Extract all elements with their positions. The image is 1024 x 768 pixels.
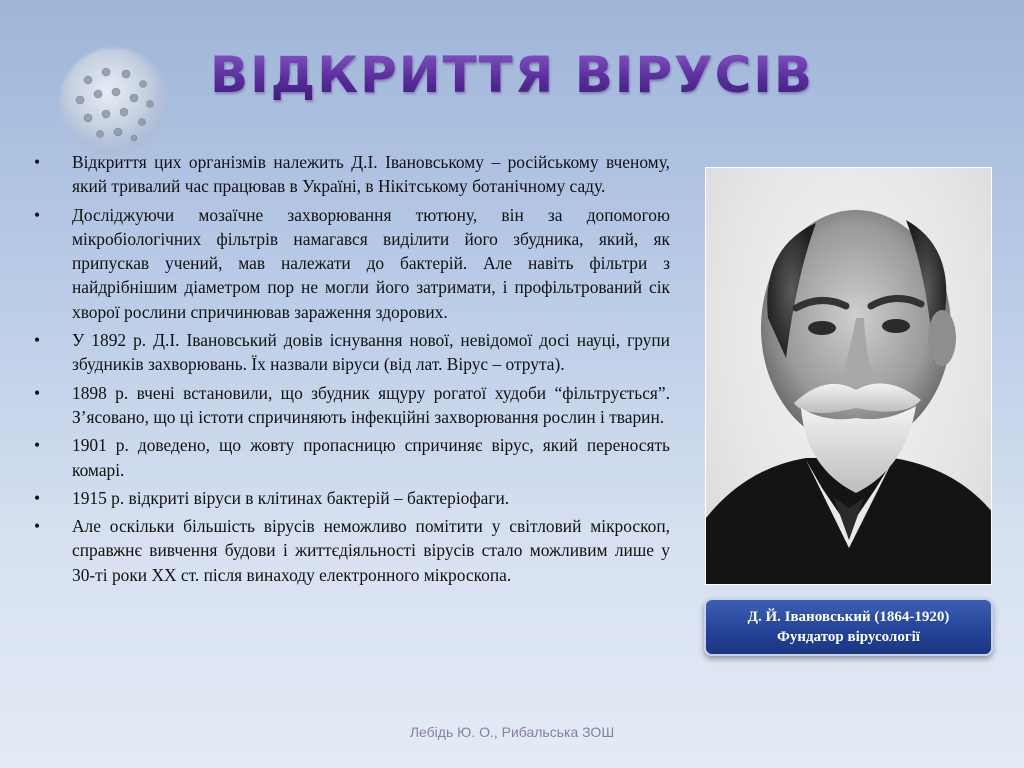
portrait-illustration [706, 168, 992, 585]
caption-name: Д. Й. Івановський (1864-1920) [747, 609, 950, 625]
list-item [30, 486, 670, 510]
list-item [30, 328, 670, 377]
bullet-text: Досліджуючи мозаїчне захворювання тютюну, він за допомогою мікробіологічних фільтрів намагався виділити його збудника, який, як припускав учений, мав належати до бактерій. Але навіть фільтри з найдрібнішим діаметром пор не могли його затримати, і профільтрований сік хворої рослини спричинював зараження здорових. [72, 204, 670, 322]
bullet-marker: • [33, 152, 41, 172]
list-item [30, 514, 670, 587]
bullet-marker: • [33, 487, 41, 508]
bullet-text: У 1892 р. Д.І. Івановський довів існування нової, невідомої досі науці, групи збудників захворювань. Їх назвали віруси (від лат. Вірус – отрута). [72, 330, 670, 375]
portrait-photo [705, 167, 992, 585]
bullet-marker: • [33, 330, 41, 351]
bullet-list [30, 150, 670, 591]
caption-role: Фундатор вірусології [777, 629, 920, 645]
bullet-marker: • [33, 516, 41, 537]
list-item [30, 433, 670, 482]
bullet-marker: • [33, 204, 41, 225]
list-item [30, 203, 670, 324]
footer-author: Лебідь Ю. О., Рибальська ЗОШ [409, 724, 615, 740]
bullet-text: 1901 р. доведено, що жовту пропасницю спричиняє вірус, який переносять комарі. [72, 435, 670, 480]
list-item [30, 381, 670, 430]
bullet-marker: • [33, 382, 41, 403]
bullet-text: Але оскільки більшість вірусів неможливо помітити у світловий мікроскоп, справжнє вивчення будови і життєдіяльності вірусів стало можливим лише у 30-ті роки XX ст. після винаходу електронного мікроскопа. [72, 516, 670, 585]
page-title: ВІДКРИТТЯ ВІРУСІВ [0, 46, 1024, 104]
bullet-text: 1898 р. вчені встановили, що збудник ящуру рогатої худоби “фільтрується”. З’ясовано, що ці істоти спричиняють інфекційні захворювання рослин і тварин. [72, 382, 670, 427]
bullet-text: Відкриття цих організмів належить Д.І. Івановському – російському вченому, який тривалий час працював в Україні, в Нікітському ботанічному саду. [72, 152, 670, 197]
bullet-marker: • [33, 435, 41, 456]
portrait-caption [704, 598, 993, 656]
list-item [30, 150, 670, 199]
bullet-text: 1915 р. відкриті віруси в клітинах бактерій – бактеріофаги. [72, 487, 510, 508]
